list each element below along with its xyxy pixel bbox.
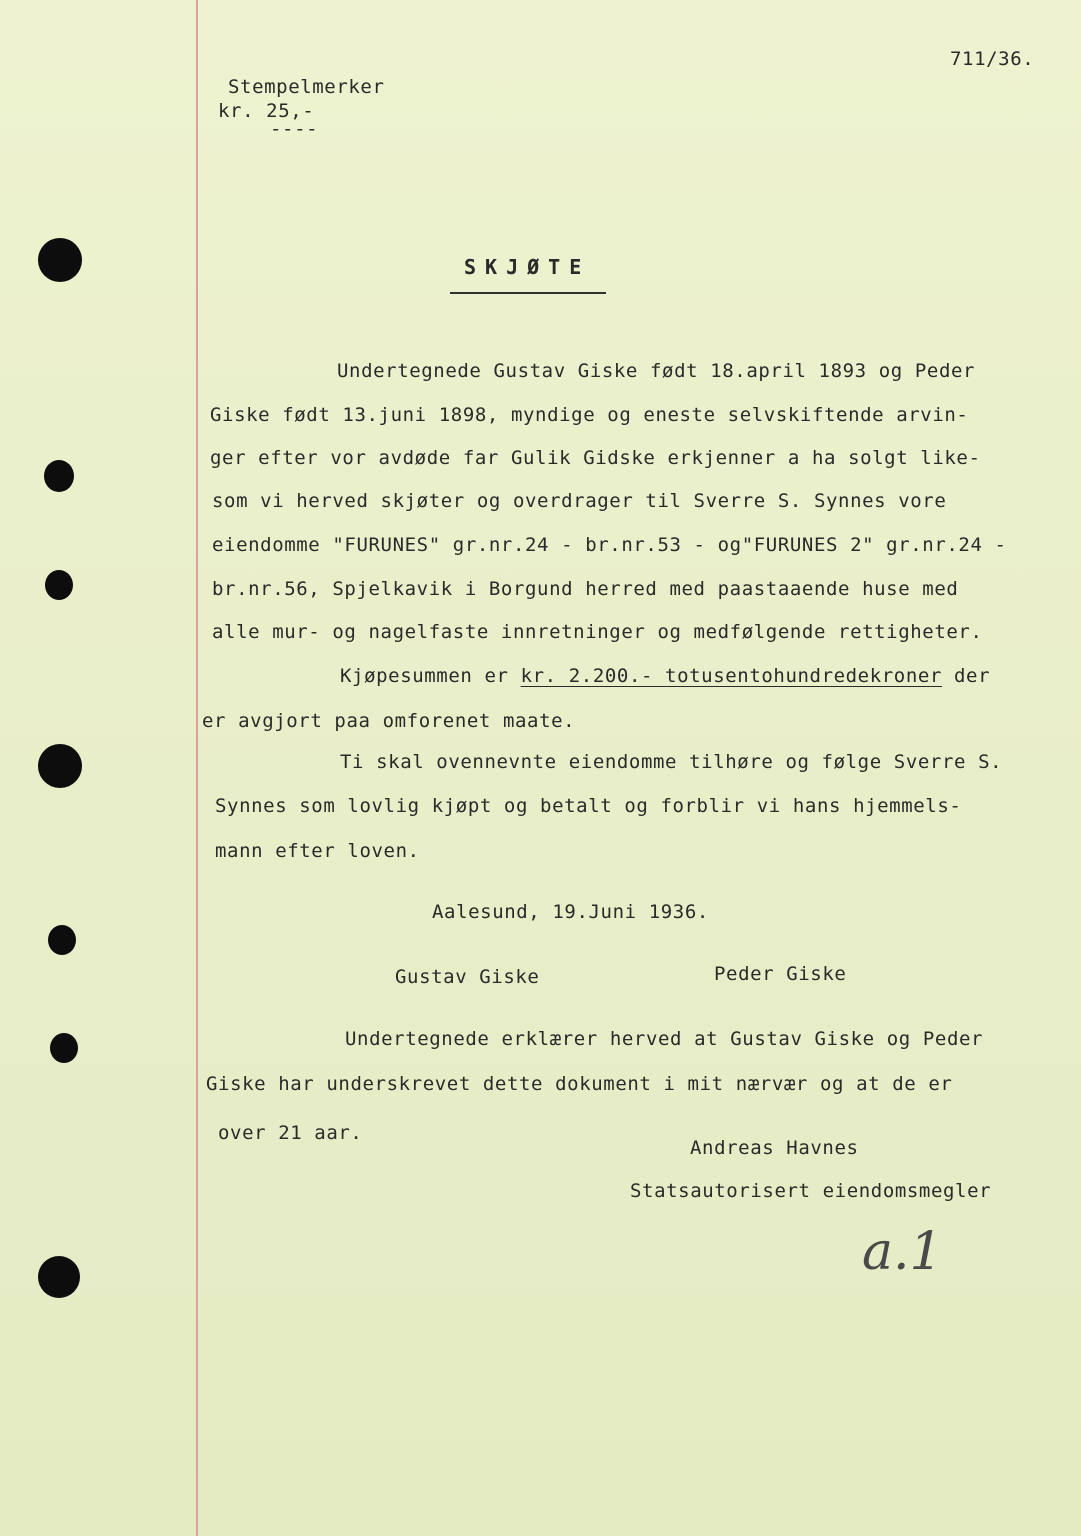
binder-hole: [44, 460, 74, 492]
witness-name: Andreas Havnes: [690, 1137, 859, 1159]
handwritten-initials: a.1: [862, 1222, 943, 1282]
page-title: SKJØTE: [464, 255, 591, 279]
witness-role: Statsautorisert eiendomsmegler: [630, 1180, 992, 1202]
signature-right: Peder Giske: [714, 963, 847, 985]
witness-line: over 21 aar.: [218, 1122, 363, 1144]
purchase-sum-label: Kjøpesummen er: [340, 665, 521, 687]
body-line: Undertegnede Gustav Giske født 18.april 1893 og Peder: [337, 360, 976, 382]
body-line: Ti skal ovennevnte eiendomme tilhøre og følge Sverre S.: [340, 751, 1003, 773]
body-line: br.nr.56, Spjelkavik i Borgund herred med paastaaende huse med: [212, 578, 959, 600]
body-line: ger efter vor avdøde far Gulik Gidske erkjenner a ha solgt like-: [210, 447, 981, 469]
stamp-label: Stempelmerker: [228, 76, 385, 98]
document-number: 711/36.: [950, 48, 1035, 70]
title-underline: [450, 292, 606, 294]
binder-hole: [50, 1033, 78, 1063]
purchase-sum-tail: der: [941, 665, 991, 687]
margin-rule: [196, 0, 198, 1536]
body-line: som vi herved skjøter og overdrager til Sverre S. Synnes vore: [212, 490, 947, 512]
stamp-amount: kr. 25,-: [218, 100, 315, 122]
binder-hole: [38, 1256, 80, 1298]
stamp-dashes: ----: [270, 118, 319, 140]
binder-hole: [45, 570, 73, 600]
body-line: Giske født 13.juni 1898, myndige og eneste selvskiftende arvin-: [210, 404, 969, 426]
purchase-sum-line: [340, 665, 990, 687]
binder-hole: [38, 238, 82, 282]
witness-line: Giske har underskrevet dette dokument i mit nærvær og at de er: [206, 1073, 953, 1095]
body-line: Synnes som lovlig kjøpt og betalt og forblir vi hans hjemmels-: [215, 795, 962, 817]
witness-line: Undertegnede erklærer herved at Gustav Giske og Peder: [345, 1028, 984, 1050]
binder-hole: [48, 925, 76, 955]
purchase-amount: kr. 2.200.- totusentohundredekroner: [520, 665, 942, 687]
binder-hole: [38, 744, 82, 788]
place-date: Aalesund, 19.Juni 1936.: [432, 901, 709, 923]
body-line: eiendomme "FURUNES" gr.nr.24 - br.nr.53 - og"FURUNES 2" gr.nr.24 -: [212, 534, 1007, 556]
body-line: mann efter loven.: [215, 840, 420, 862]
signature-left: Gustav Giske: [395, 966, 540, 988]
body-line: er avgjort paa omforenet maate.: [202, 710, 576, 732]
body-line: alle mur- og nagelfaste innretninger og medfølgende rettigheter.: [212, 621, 983, 643]
